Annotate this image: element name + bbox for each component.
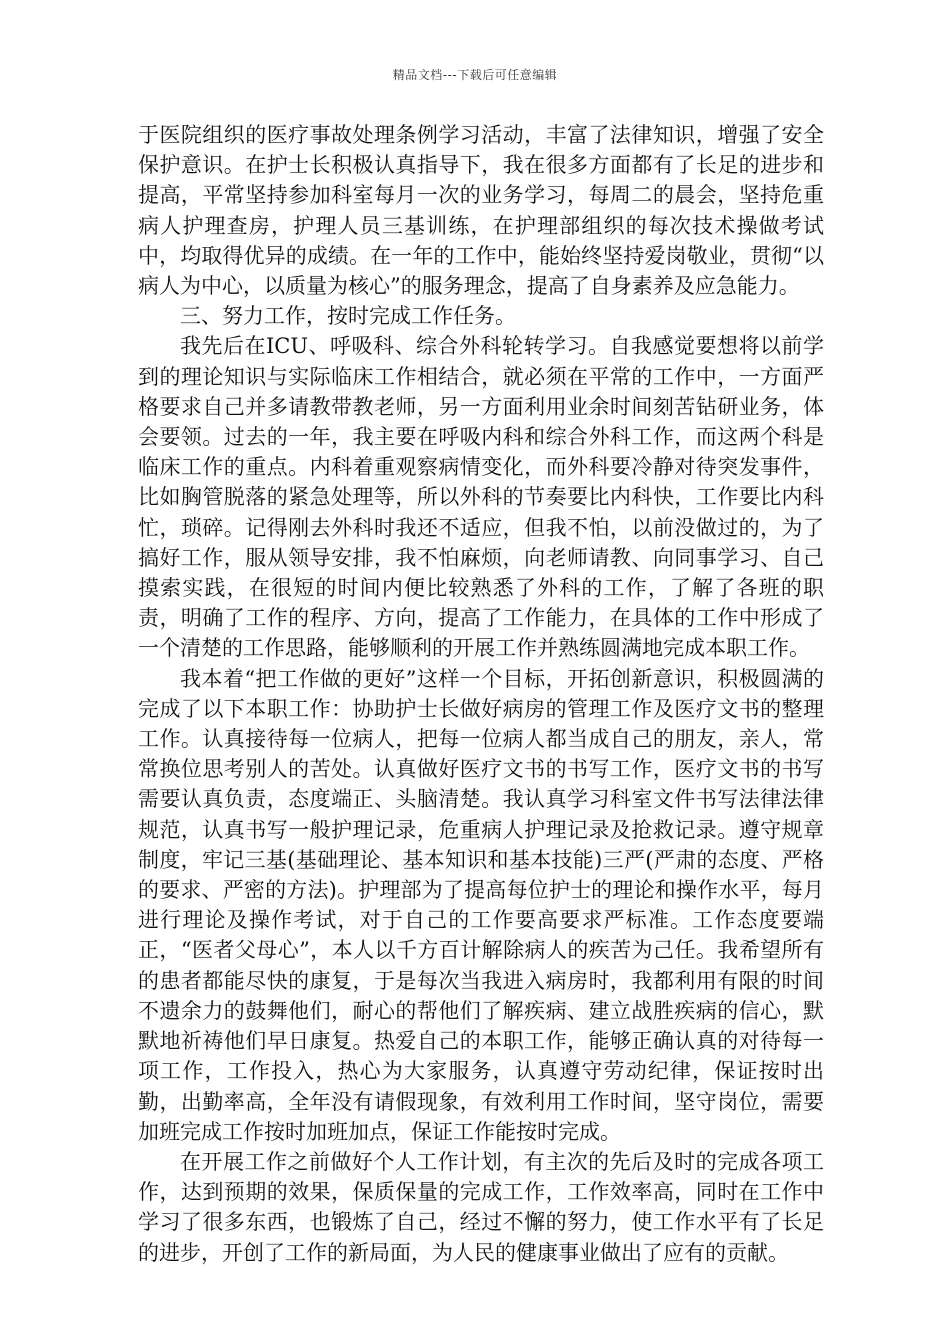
document-body xyxy=(138,120,824,1268)
paragraph-continuation: 于医院组织的医疗事故处理条例学习活动，丰富了法律知识，增强了安全保护意识。在护士长积极认真指导下，我在很多方面都有了长足的进步和提高，平常坚持参加科室每月一次的业务学习，每周二的晨会，坚持危重病人护理查房，护理人员三基训练，在护理部组织的每次技术操做考试中，均取得优异的成绩。在一年的工作中，能始终坚持爱岗敬业，贯彻“以病人为中心，以质量为核心”的服务理念，提高了自身素养及应急能力。 xyxy=(138,123,824,299)
paragraph-duties: 我本着“把工作做的更好”这样一个目标，开拓创新意识，积极圆满的完成了以下本职工作：协助护士长做好病房的管理工作及医疗文书的整理工作。认真接待每一位病人，把每一位病人都当成自己的朋友，亲人，常常换位思考别人的苦处。认真做好医疗文书的书写工作，医疗文书的书写需要认真负责，态度端正、头脑清楚。我认真学习科室文件书写法律法律规范，认真书写一般护理记录，危重病人护理记录及抢救记录。遵守规章制度，牢记三基(基础理论、基本知识和基本技能)三严(严肃的态度、严格的要求、严密的方法)。护理部为了提高每位护士的理论和操作水平，每月进行理论及操作考试，对于自己的工作要高要求严标准。工作态度要端正，“医者父母心”，本人以千方百计解除病人的疾苦为己任。我希望所有的患者都能尽快的康复，于是每次当我进入病房时，我都利用有限的时间不遗余力的鼓舞他们，耐心的帮他们了解疾病、建立战胜疾病的信心，默默地祈祷他们早日康复。热爱自己的本职工作，能够正确认真的对待每一项工作，工作投入，热心为大家服务，认真遵守劳动纪律，保证按时出勤，出勤率高，全年没有请假现象，有效利用工作时间，坚守岗位，需要加班完成工作按时加班加点，保证工作能按时完成。 xyxy=(138,666,824,1144)
paragraph-rotation: 我先后在ICU、呼吸科、综合外科轮转学习。自我感觉要想将以前学到的理论知识与实际临床工作相结合，就必须在平常的工作中，一方面严格要求自己并多请教带教老师，另一方面利用业余时间刻苦钻研业务，体会要领。过去的一年，我主要在呼吸内科和综合外科工作，而这两个科是临床工作的重点。内科着重观察病情变化，而外科要冷静对待突发事件，比如胸管脱落的紧急处理等，所以外科的节奏要比内科快，工作要比内科忙，琐碎。记得刚去外科时我还不适应，但我不怕，以前没做过的，为了搞好工作，服从领导安排，我不怕麻烦，向老师请教、向同事学习、自己摸索实践，在很短的时间内便比较熟悉了外科的工作，了解了各班的职责，明确了工作的程序、方向，提高了工作能力，在具体的工作中形成了一个清楚的工作思路，能够顺利的开展工作并熟练圆满地完成本职工作。 xyxy=(138,334,824,661)
paragraph-planning: 在开展工作之前做好个人工作计划，有主次的先后及时的完成各项工作，达到预期的效果，保质保量的完成工作，工作效率高，同时在工作中学习了很多东西，也锻炼了自己，经过不懈的努力，使工作水平有了长足的进步，开创了工作的新局面，为人民的健康事业做出了应有的贡献。 xyxy=(138,1149,824,1265)
page-header: 精品文档---下载后可任意编辑 xyxy=(392,68,558,82)
section-heading: 三、努力工作，按时完成工作任务。 xyxy=(180,304,516,329)
